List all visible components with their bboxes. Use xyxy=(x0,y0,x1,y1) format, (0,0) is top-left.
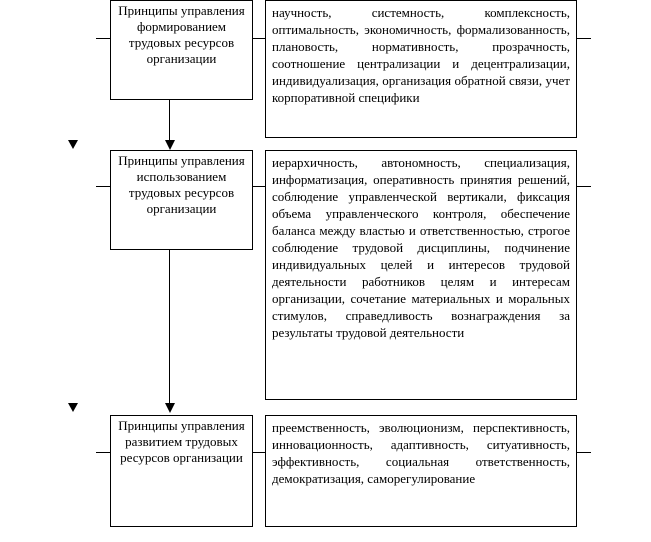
usage-principles-list: иерархичность, автономность, специализация, информатизация, оперативность принятия решений, соблюдение управленческой вертикали, фиксация объема управленческого контроля, обеспечение баланса между властью и ответственностью, строгое соблюдение трудовой дисциплины, подчинение индивидуальных целей и интересов трудовой деятельности работников целям и интересам организации, сочетание материальных и моральных стимулов, справедливость вознаграждения за результаты трудовой деятельности xyxy=(272,155,570,340)
connector-2 xyxy=(253,186,265,187)
down-marker-2 xyxy=(68,403,78,412)
arrow-head-2 xyxy=(165,403,175,413)
usage-principles-title: Принципы управления использованием трудовых ресурсов организации xyxy=(118,153,245,216)
right-tick-3 xyxy=(577,452,591,453)
formation-principles-title: Принципы управления формированием трудовых ресурсов организации xyxy=(118,3,245,66)
left-tick-3 xyxy=(96,452,110,453)
left-tick-2 xyxy=(96,186,110,187)
down-marker-1 xyxy=(68,140,78,149)
development-principles-list-box xyxy=(265,415,577,527)
usage-principles-title-box xyxy=(110,150,253,250)
formation-principles-title-box xyxy=(110,0,253,100)
right-tick-2 xyxy=(577,186,591,187)
arrow-shaft-1 xyxy=(169,100,170,142)
development-principles-title: Принципы управления развитием трудовых ресурсов организации xyxy=(118,418,245,465)
arrow-head-1 xyxy=(165,140,175,150)
development-principles-title-box xyxy=(110,415,253,527)
arrow-shaft-2 xyxy=(169,250,170,404)
connector-1 xyxy=(253,38,265,39)
right-tick-1 xyxy=(577,38,591,39)
development-principles-list: преемственность, эволюционизм, перспективность, инновационность, адаптивность, ситуативность, эффективность, социальная ответственность, демократизация, саморегулирование xyxy=(272,420,570,486)
left-tick-1 xyxy=(96,38,110,39)
formation-principles-list: научность, системность, комплексность, оптимальность, экономичность, формализованность, плановость, нормативность, прозрачность, соотношение централизации и децентрализации, индивидуализация, организация обратной связи, учет корпоративной специфики xyxy=(272,5,570,105)
usage-principles-list-box xyxy=(265,150,577,400)
formation-principles-list-box xyxy=(265,0,577,138)
connector-3 xyxy=(253,452,265,453)
